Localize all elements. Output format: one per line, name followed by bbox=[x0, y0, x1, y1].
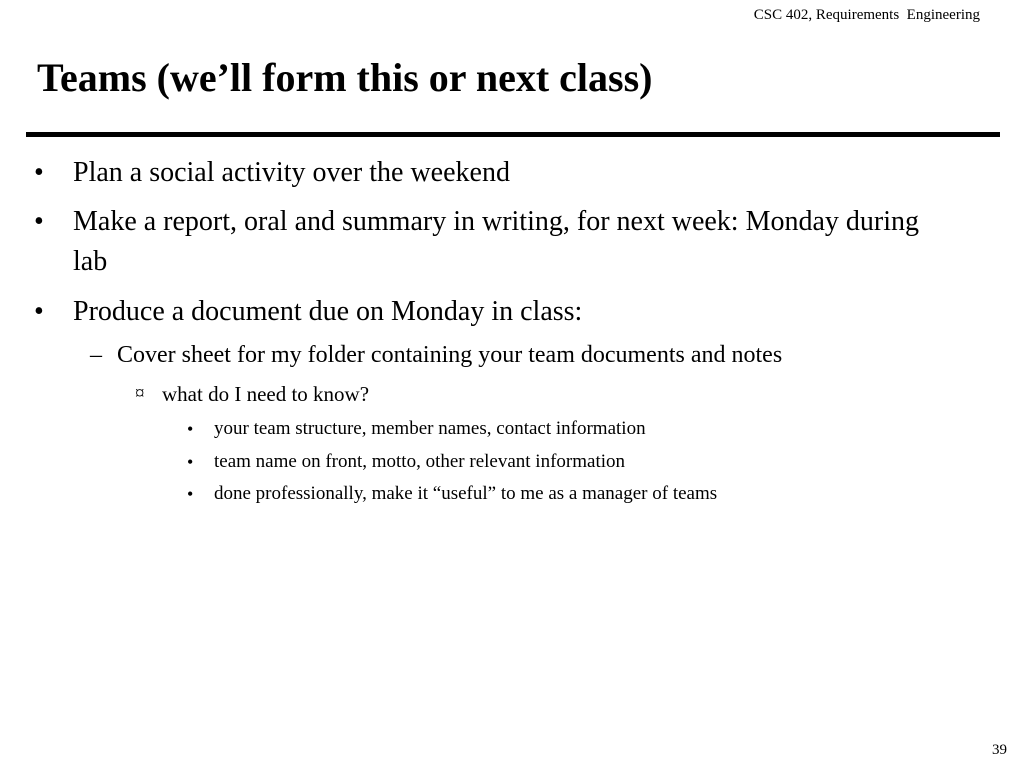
level4-bullet-text: your team structure, member names, contact information bbox=[214, 418, 646, 439]
title-divider bbox=[26, 132, 1000, 137]
level4-bullet-text: done professionally, make it “useful” to me as a manager of teams bbox=[214, 483, 718, 504]
sub-bullet-text: Cover sheet for my folder containing your team documents and notes bbox=[117, 342, 783, 368]
course-header: CSC 402, Requirements Engineering bbox=[753, 7, 980, 23]
bullet-marker: • bbox=[187, 452, 194, 472]
bullet-text: Produce a document due on Monday in class: bbox=[73, 296, 583, 327]
sub-sub-bullet-text: what do I need to know? bbox=[162, 382, 370, 406]
bullet-marker: • bbox=[34, 157, 44, 188]
bullet-text: Make a report, oral and summary in writing, for next week: Monday during lab bbox=[73, 206, 920, 277]
bullet-marker: • bbox=[187, 419, 194, 439]
dash-marker: – bbox=[90, 342, 102, 368]
currency-sign-marker: ¤ bbox=[135, 383, 145, 404]
level4-bullet-text: team name on front, motto, other relevant information bbox=[214, 451, 626, 472]
bullet-marker: • bbox=[34, 296, 44, 327]
bullet-marker: • bbox=[187, 484, 194, 504]
bullet-marker: • bbox=[34, 206, 44, 237]
slide-title: Teams (we’ll form this or next class) bbox=[37, 55, 653, 100]
bullet-text: Plan a social activity over the weekend bbox=[73, 157, 510, 188]
page-number: 39 bbox=[992, 742, 1007, 758]
